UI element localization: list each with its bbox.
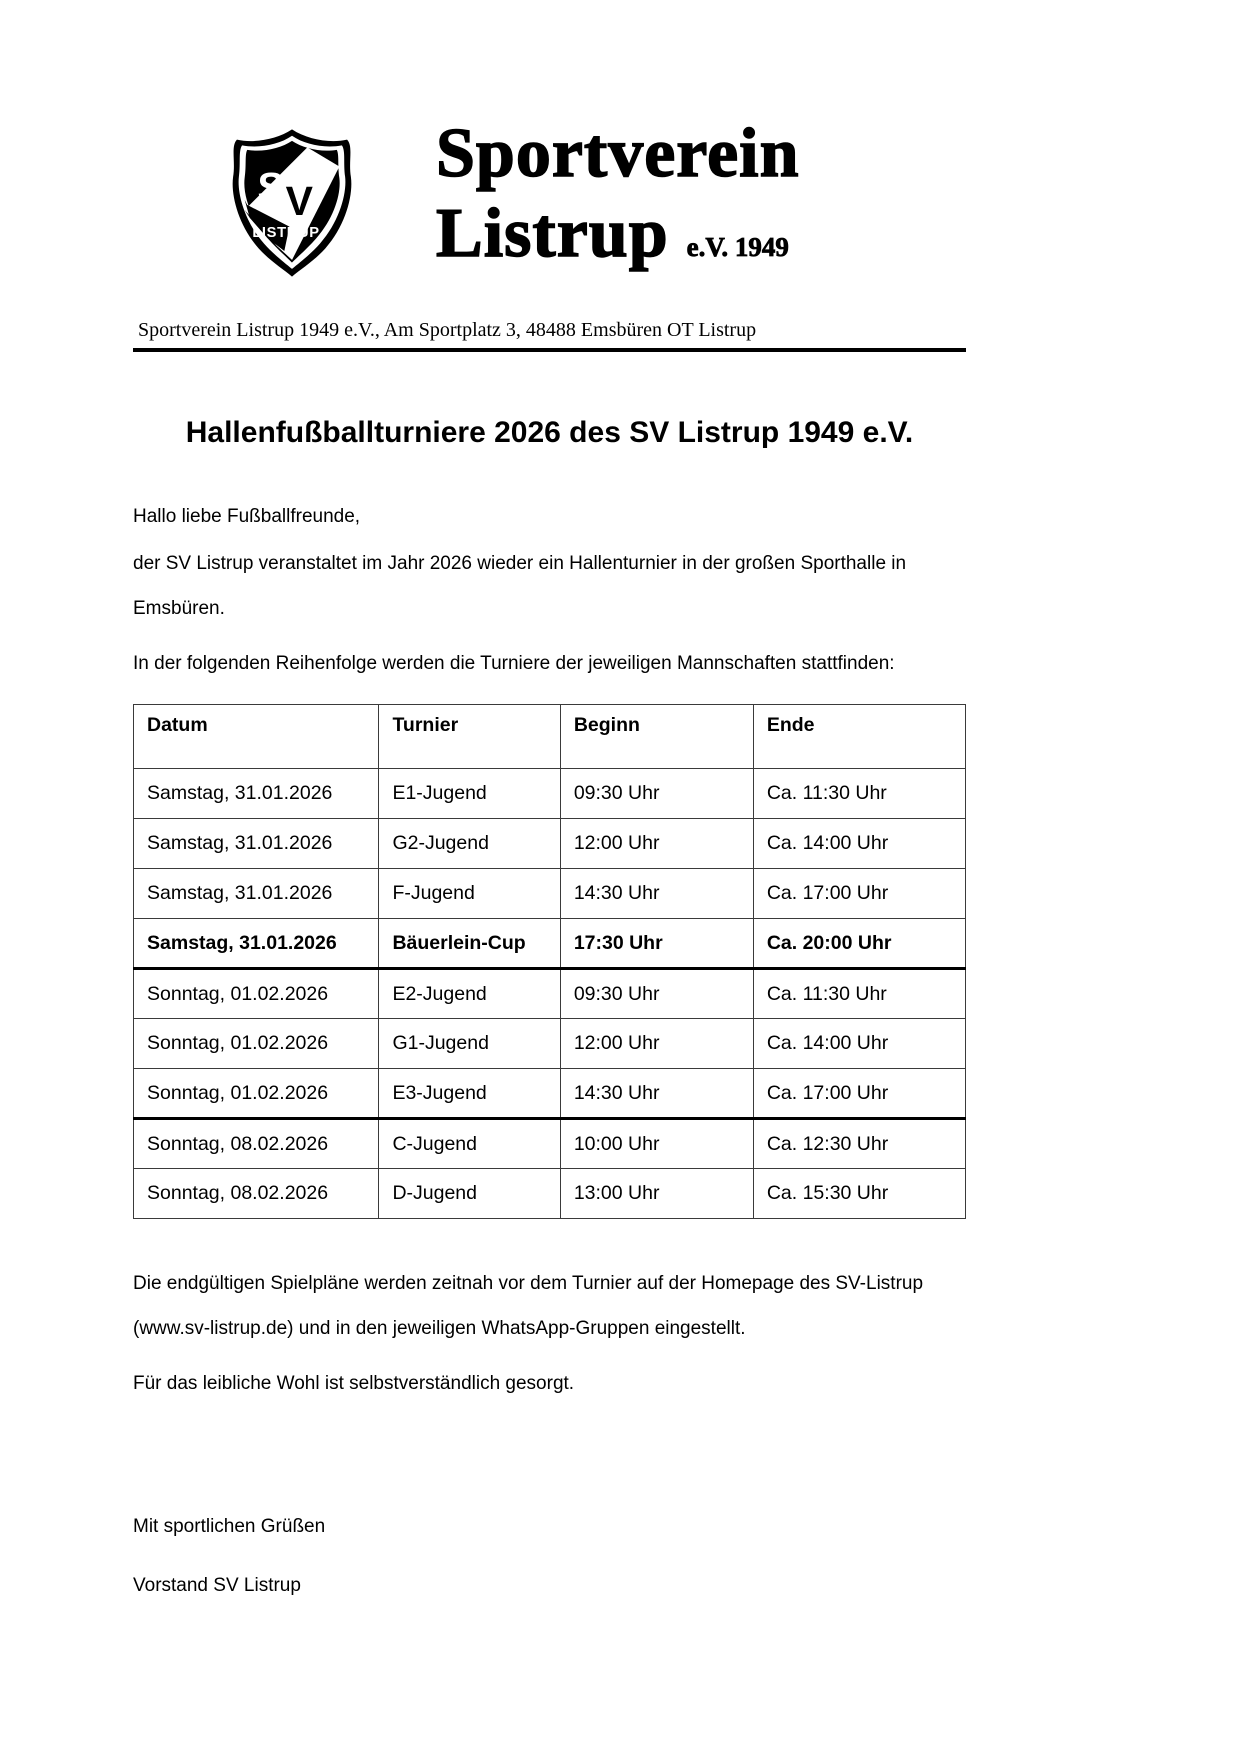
club-crest-logo	[228, 128, 356, 278]
table-cell: 09:30 Uhr	[560, 769, 753, 819]
table-cell: G2-Jugend	[379, 819, 560, 869]
announcement-paragraph: der SV Listrup veranstaltet im Jahr 2026 wieder ein Hallenturnier in der großen Sporthalle in Emsbüren.	[133, 553, 907, 619]
club-name-line1: Sportverein	[436, 115, 800, 192]
table-cell: Sonntag, 01.02.2026	[134, 1069, 379, 1119]
crest-monogram-s: S	[257, 164, 285, 211]
club-name-block	[436, 114, 800, 287]
table-cell: F-Jugend	[379, 869, 560, 919]
table-cell: Sonntag, 08.02.2026	[134, 1169, 379, 1219]
table-row	[134, 819, 966, 869]
table-cell: Ca. 17:00 Uhr	[753, 869, 965, 919]
table-cell: Ca. 14:00 Uhr	[753, 819, 965, 869]
table-cell: Bäuerlein-Cup	[379, 919, 560, 969]
letterhead-address: Sportverein Listrup 1949 e.V., Am Sportplatz 3, 48488 Emsbüren OT Listrup	[133, 319, 966, 352]
greeting-paragraph: Hallo liebe Fußballfreunde,	[133, 506, 361, 527]
letterhead	[133, 115, 966, 287]
table-row	[134, 869, 966, 919]
table-cell: 17:30 Uhr	[560, 919, 753, 969]
table-cell: C-Jugend	[379, 1119, 560, 1169]
table-cell: Ca. 15:30 Uhr	[753, 1169, 965, 1219]
table-cell: Samstag, 31.01.2026	[134, 869, 379, 919]
closing-regards: Mit sportlichen Grüßen	[133, 1516, 326, 1537]
club-name-line2	[436, 194, 800, 287]
table-cell: Samstag, 31.01.2026	[134, 919, 379, 969]
table-cell: E2-Jugend	[379, 969, 560, 1019]
catering-note-paragraph: Für das leibliche Wohl ist selbstverständlich gesorgt.	[133, 1373, 575, 1394]
table-row	[134, 969, 966, 1019]
table-cell: 13:00 Uhr	[560, 1169, 753, 1219]
table-cell: Ca. 14:00 Uhr	[753, 1019, 965, 1069]
column-header-datum: Datum	[134, 705, 379, 769]
table-cell: 09:30 Uhr	[560, 969, 753, 1019]
table-cell: Ca. 11:30 Uhr	[753, 969, 965, 1019]
table-row	[134, 1119, 966, 1169]
table-cell: 10:00 Uhr	[560, 1119, 753, 1169]
table-cell: G1-Jugend	[379, 1019, 560, 1069]
column-header-ende: Ende	[753, 705, 965, 769]
table-cell: Samstag, 31.01.2026	[134, 819, 379, 869]
table-row	[134, 1019, 966, 1069]
club-name-listrup: Listrup	[436, 195, 669, 272]
closing-signature: Vorstand SV Listrup	[133, 1575, 301, 1596]
schedule-intro-paragraph: In der folgenden Reihenfolge werden die Turniere der jeweiligen Mannschaften stattfinden:	[133, 653, 895, 674]
table-cell: E3-Jugend	[379, 1069, 560, 1119]
table-cell: Ca. 11:30 Uhr	[753, 769, 965, 819]
page-title: Hallenfußballturniere 2026 des SV Listrup 1949 e.V.	[185, 416, 914, 449]
schedule-table-body	[134, 769, 966, 1219]
table-cell: Ca. 12:30 Uhr	[753, 1119, 965, 1169]
table-row	[134, 1069, 966, 1119]
table-row	[134, 1169, 966, 1219]
table-cell: Ca. 17:00 Uhr	[753, 1069, 965, 1119]
table-cell: 12:00 Uhr	[560, 819, 753, 869]
table-row	[134, 919, 966, 969]
table-cell: Sonntag, 08.02.2026	[134, 1119, 379, 1169]
schedule-table	[133, 704, 966, 1219]
table-cell: 14:30 Uhr	[560, 869, 753, 919]
table-header-row	[134, 705, 966, 769]
table-cell: Sonntag, 01.02.2026	[134, 969, 379, 1019]
column-header-beginn: Beginn	[560, 705, 753, 769]
table-cell: 12:00 Uhr	[560, 1019, 753, 1069]
table-row	[134, 769, 966, 819]
table-cell: Sonntag, 01.02.2026	[134, 1019, 379, 1069]
table-cell: Ca. 20:00 Uhr	[753, 919, 965, 969]
crest-monogram-v: V	[285, 178, 313, 225]
club-name-suffix: e.V. 1949	[686, 232, 789, 262]
crest-banner-text: LISTRUP	[252, 224, 320, 241]
table-cell: D-Jugend	[379, 1169, 560, 1219]
table-cell: E1-Jugend	[379, 769, 560, 819]
table-cell: Samstag, 31.01.2026	[134, 769, 379, 819]
homepage-note-paragraph: Die endgültigen Spielpläne werden zeitnah vor dem Turnier auf der Homepage des SV-Listrup (www.sv-listrup.de) und in den jeweiligen WhatsApp-Gruppen eingestellt.	[133, 1273, 924, 1339]
column-header-turnier: Turnier	[379, 705, 560, 769]
table-cell: 14:30 Uhr	[560, 1069, 753, 1119]
